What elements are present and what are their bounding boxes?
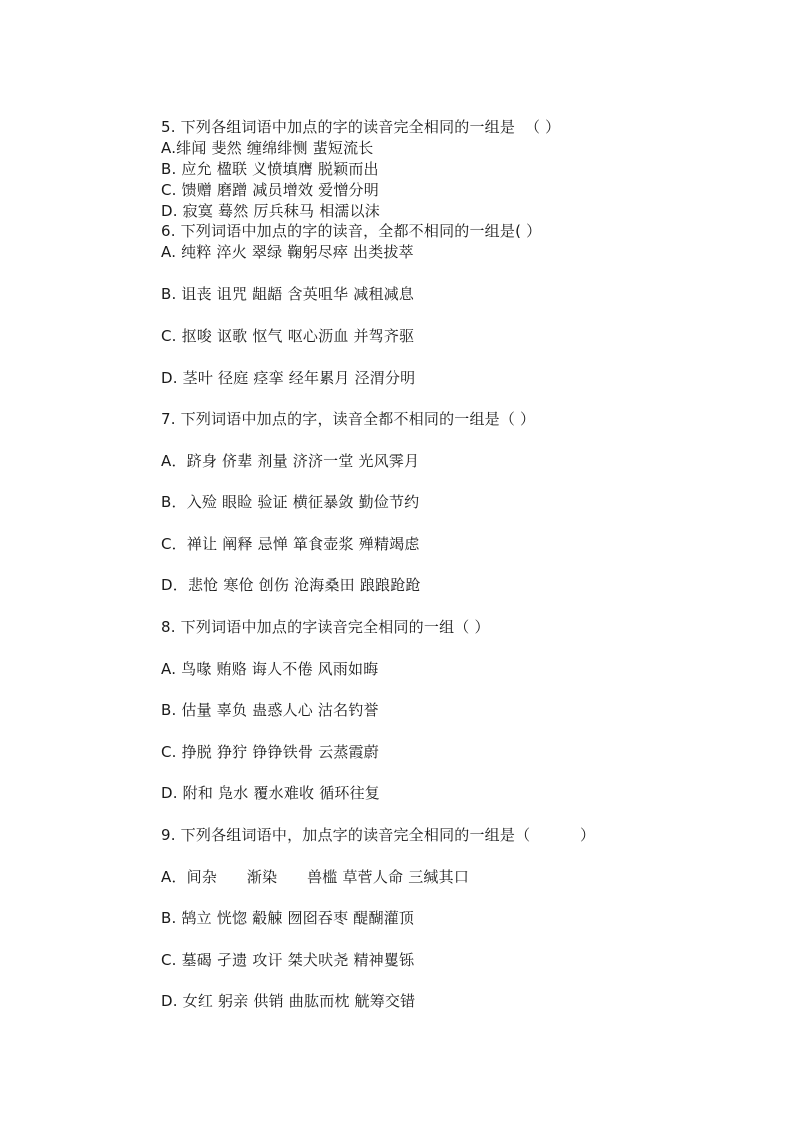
question-6-option-b: B. 诅丧 诅咒 龃龉 含英咀华 减租减息 <box>161 285 415 303</box>
question-8-option-d: D. 附和 凫水 覆水难收 循环往复 <box>161 784 380 802</box>
question-6-option-c: C. 抠唆 讴歌 怄气 呕心沥血 并驾齐驱 <box>161 327 415 345</box>
question-8-stem: 8. 下列词语中加点的字读音完全相同的一组（ ） <box>161 618 490 636</box>
question-8-option-b: B. 估量 辜负 蛊惑人心 沽名钓誉 <box>161 701 379 719</box>
question-7-stem: 7. 下列词语中加点的字，读音全都不相同的一组是（ ） <box>161 410 536 428</box>
question-7-option-d: D．悲怆 寒伧 创伤 沧海桑田 踉踉跄跄 <box>161 576 421 594</box>
question-9-stem: 9. 下列各组词语中，加点字的读音完全相同的一组是（ ） <box>161 826 596 844</box>
question-7-option-a: A．跻身 侪辈 剂量 济济一堂 光风霁月 <box>161 452 420 470</box>
question-9-option-d: D. 女红 躬亲 供销 曲肱而枕 觥筹交错 <box>161 992 416 1010</box>
question-6-stem: 6. 下列词语中加点的字的读音，全都不相同的一组是( ） <box>161 222 542 240</box>
question-6-option-d: D. 茎叶 径庭 痉挛 经年累月 泾渭分明 <box>161 369 416 387</box>
question-9-option-a: A．间杂 渐染 兽槛 草菅人命 三缄其口 <box>161 868 470 886</box>
question-8-option-a: A. 鸟喙 贿赂 诲人不倦 风雨如晦 <box>161 660 379 678</box>
question-6-option-a: A. 纯粹 淬火 翠绿 鞠躬尽瘁 出类拔萃 <box>161 243 414 261</box>
question-5-option-d: D. 寂寞 蓦然 厉兵秣马 相濡以沫 <box>161 202 380 220</box>
question-9-option-c: C. 墓碣 孑遗 攻讦 桀犬吠尧 精神矍铄 <box>161 951 415 969</box>
question-7-option-b: B．入殓 眼睑 验证 横征暴敛 勤俭节约 <box>161 493 420 511</box>
question-5-option-b: B. 应允 楹联 义愤填膺 脱颖而出 <box>161 160 379 178</box>
question-5-stem: 5. 下列各组词语中加点的字的读音完全相同的一组是 （ ） <box>161 118 561 136</box>
question-7-option-c: C．禅让 阐释 忌惮 箪食壶浆 殚精竭虑 <box>161 535 420 553</box>
question-5-option-c: C. 馈赠 磨蹭 减员增效 爱憎分明 <box>161 181 379 199</box>
question-8-option-c: C. 挣脱 狰狞 铮铮铁骨 云蒸霞蔚 <box>161 743 379 761</box>
question-9-option-b: B. 鹄立 恍惚 觳觫 囫囵吞枣 醍醐灌顶 <box>161 909 415 927</box>
question-5-option-a: A.绯闻 斐然 缠绵绯恻 蜚短流长 <box>161 139 374 157</box>
